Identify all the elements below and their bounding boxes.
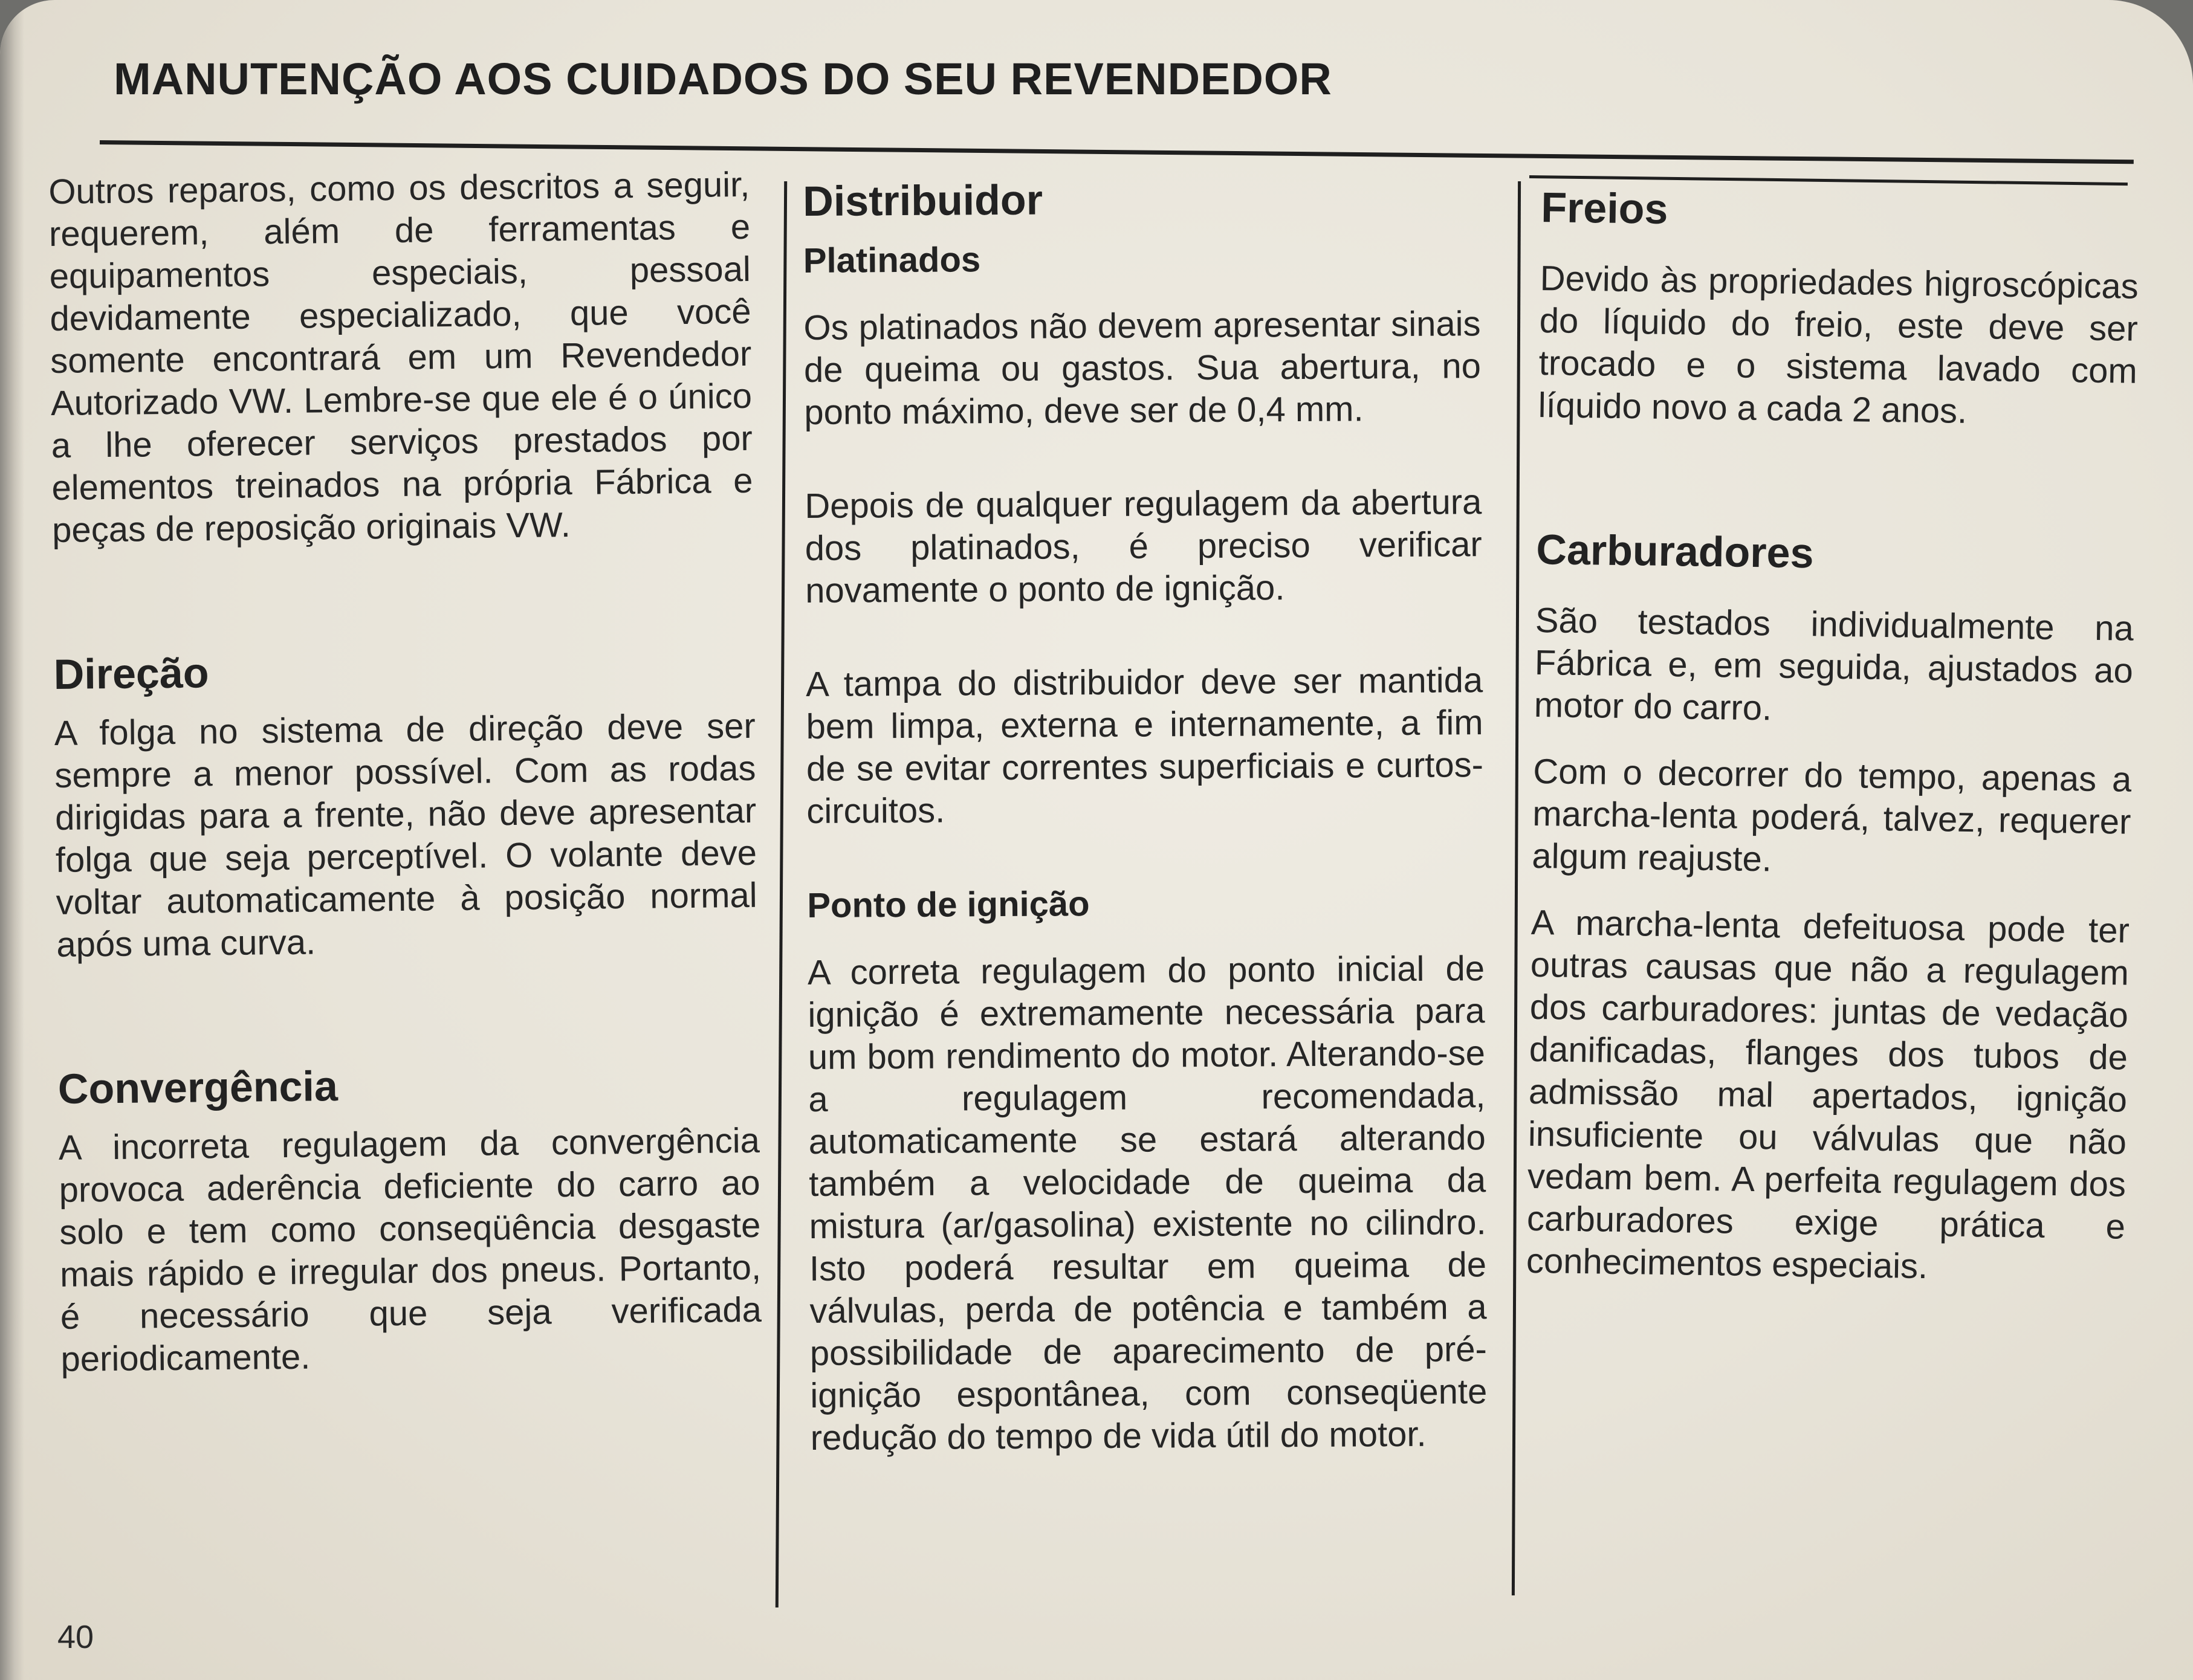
section-heading-direcao: Direção	[53, 649, 209, 698]
subheading-ponto-de-ignicao: Ponto de ignição	[807, 884, 1090, 925]
direcao-paragraph: A folga no sistema de direção deve ser sempre a menor possível. Com as rodas dirigidas para a frente, não deve apresentar folga que seja perceptível. O volante deve voltar automaticamente à posição normal após uma curva.	[54, 706, 757, 964]
page-header-title: MANUTENÇÃO AOS CUIDADOS DO SEU REVENDEDOR	[114, 54, 1332, 104]
platinados-paragraph-1: Os platinados não devem apresentar sinais de queima ou gastos. Sua abertura, no ponto máximo, deve ser de 0,4 mm.	[803, 304, 1482, 432]
ignicao-paragraph: A correta regulagem do ponto inicial de ignição é extremamente necessária para um bom rendimento do motor. Alterando-se a regulagem recomendada, automaticamente se estará alterando também a velocidade de queima da mistura (ar/gasolina) existente no cilindro. Isto poderá resultar em queima de válvulas, perda de potência e também a possibilidade de aparecimento de pré-ignição espontânea, com conseqüente redução do tempo de vida útil do motor.	[807, 949, 1488, 1458]
header-rule	[100, 140, 2134, 164]
page-edge-shadow	[0, 0, 24, 1680]
section-heading-carburadores: Carburadores	[1535, 525, 1815, 577]
carburadores-paragraph-1: São testados individualmente na Fábrica e, em seguida, ajustados ao motor do carro.	[1534, 600, 2134, 728]
intro-paragraph: Outros reparos, como os descritos a seguir, requerem, além de ferramentas e equipamentos especiais, pessoal devidamente especializado, que você somente encontrará em um Revendedor Autorizado VW. Lembre-se que ele é o único a lhe oferecer serviços prestados por elementos treinados na própria Fábrica e peças de reposição originais VW.	[48, 164, 753, 550]
column-middle	[803, 171, 1488, 1459]
carburadores-paragraph-2: Com o decorrer do tempo, apenas a marcha-lenta poderá, talvez, requerer algum reajuste.	[1531, 751, 2132, 879]
freios-paragraph: Devido às propriedades higroscópicas do líquido do freio, este deve ser trocado e o sistema lavado com líquido novo a cada 2 anos.	[1538, 258, 2139, 431]
carburadores-paragraph-3: A marcha-lenta defeituosa pode ter outras causas que não a regulagem dos carburadores: juntas de vedação danificadas, flanges dos tubos de admissão mal apertados, ignição insuficiente ou válvulas que não vedam bem. A perfeita regulagem dos carburadores exige prática e conhecimentos especiais.	[1526, 902, 2130, 1287]
convergencia-paragraph: A incorreta regulagem da convergência provoca aderência deficiente do carro ao solo e tem como conseqüência desgaste mais rápido e irregular dos pneus. Portanto, é necessário que seja verificada periodicamente.	[58, 1120, 762, 1379]
column-divider-2	[1512, 181, 1521, 1595]
section-heading-freios: Freios	[1540, 183, 1669, 233]
column-left	[48, 164, 762, 1381]
subheading-platinados: Platinados	[803, 240, 981, 280]
column-right	[1526, 181, 2140, 1291]
section-heading-distribuidor: Distribuidor	[803, 176, 1043, 225]
page-number: 40	[57, 1619, 94, 1655]
platinados-paragraph-2: Depois de qualquer regulagem da abertura dos platinados, é preciso verificar novamente o ponto de ignição.	[805, 482, 1482, 610]
column-divider-1	[776, 181, 787, 1607]
platinados-paragraph-3: A tampa do distribuidor deve ser mantida bem limpa, externa e internamente, a fim de se evitar correntes superficiais e curtos-circuitos.	[805, 661, 1484, 831]
section-heading-convergencia: Convergência	[57, 1062, 339, 1113]
